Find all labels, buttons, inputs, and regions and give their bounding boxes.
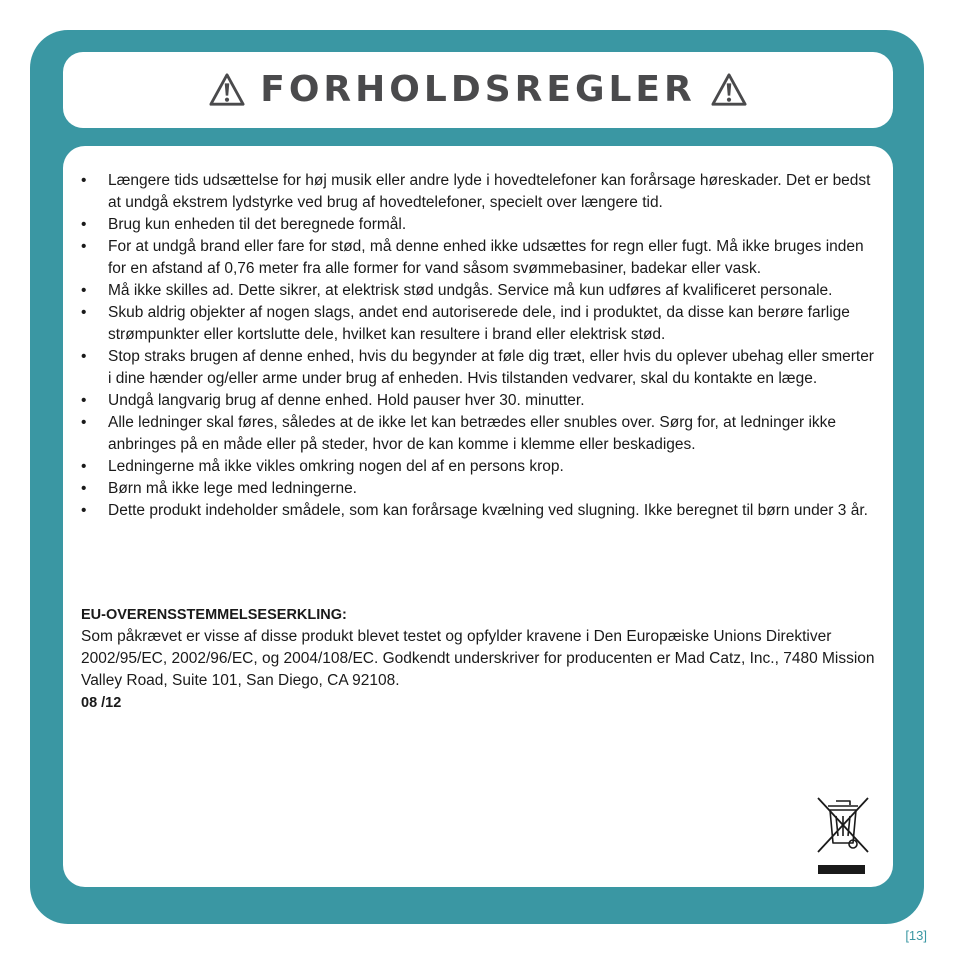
list-item-text: Må ikke skilles ad. Dette sikrer, at elektrisk stød undgås. Service må kun udføres af kvalificeret personale. [108,282,833,299]
list-item-text: Undgå langvarig brug af denne enhed. Hold pauser hver 30. minutter. [108,392,585,409]
list-item [81,236,881,280]
precautions-list [81,170,881,522]
content-panel [63,146,893,887]
list-item-text: Ledningerne må ikke vikles omkring nogen del af en persons krop. [108,458,564,475]
bullet-marker: • [81,414,87,431]
list-item-text: Brug kun enheden til det beregnede formål. [108,216,407,233]
page-title: FORHOLDSREGLER [260,69,696,110]
bullet-marker: • [81,392,87,409]
list-item [81,500,881,522]
warning-triangle-icon [208,72,246,108]
eu-declaration-text: Som påkrævet er visse af disse produkt blevet testet og opfylder kravene i Den Europæiske Unions Direktiver 2002/95/EC, 2002/96/EC, og 2004/108/EC. Godkendt underskriver for producenten er Mad Catz, Inc., 7480 Mission Valley Road, Suite 101, San Diego, CA 92108. [81,628,875,689]
list-item-text: Længere tids udsættelse for høj musik eller andre lyde i hovedtelefoner kan forårsage høreskader. Det er bedst at undgå ekstrem lydstyrke ved brug af hovedtelefoner, specielt over længere tid. [108,172,871,211]
list-item-text: Børn må ikke lege med ledningerne. [108,480,357,497]
warning-triangle-icon [710,72,748,108]
list-item [81,390,881,412]
eu-declaration-heading: EU-OVERENSSTEMMELSESERKLING: [81,607,347,623]
list-item [81,280,881,302]
list-item [81,302,881,346]
page-number: [13] [905,928,927,943]
eu-declaration-date: 08 /12 [81,695,122,711]
list-item-text: Dette produkt indeholder smådele, som kan forårsage kvælning ved slugning. Ikke beregnet til børn under 3 år. [108,502,868,519]
list-item-text: Skub aldrig objekter af nogen slags, andet end autoriserede dele, ind i produktet, da disse kan berøre farlige strømpunkter eller kortslutte dele, hvilket kan resultere i brand eller elektrisk stød. [108,304,850,343]
bullet-marker: • [81,238,87,255]
list-item [81,170,881,214]
bullet-marker: • [81,458,87,475]
bullet-marker: • [81,502,87,519]
bullet-marker: • [81,172,87,189]
list-item [81,478,881,500]
list-item-text: For at undgå brand eller fare for stød, må denne enhed ikke udsættes for regn eller fugt. Må ikke bruges inden for en afstand af 0,76 meter fra alle former for vand såsom svømmebasiner, badekar eller vask. [108,238,864,277]
bullet-marker: • [81,304,87,321]
list-item-text: Stop straks brugen af denne enhed, hvis du begynder at føle dig træt, eller hvis du oplever ubehag eller smerter i dine hænder og/eller arme under brug af enheden. Hvis tilstanden vedvarer, skal du kontakte en læge. [108,348,874,387]
list-item [81,412,881,456]
title-banner [63,52,893,128]
bullet-marker: • [81,282,87,299]
list-item [81,346,881,390]
bullet-marker: • [81,348,87,365]
bullet-marker: • [81,216,87,233]
list-item [81,214,881,236]
bullet-marker: • [81,480,87,497]
eu-declaration [81,604,881,714]
list-item-text: Alle ledninger skal føres, således at de ikke let kan betrædes eller snubles over. Sørg for, at ledninger ikke anbringes på en måde eller på steder, hvor de kan komme i klemme eller beskadiges. [108,414,837,453]
list-item [81,456,881,478]
crossed-out-wheelie-bin-icon [815,796,871,878]
